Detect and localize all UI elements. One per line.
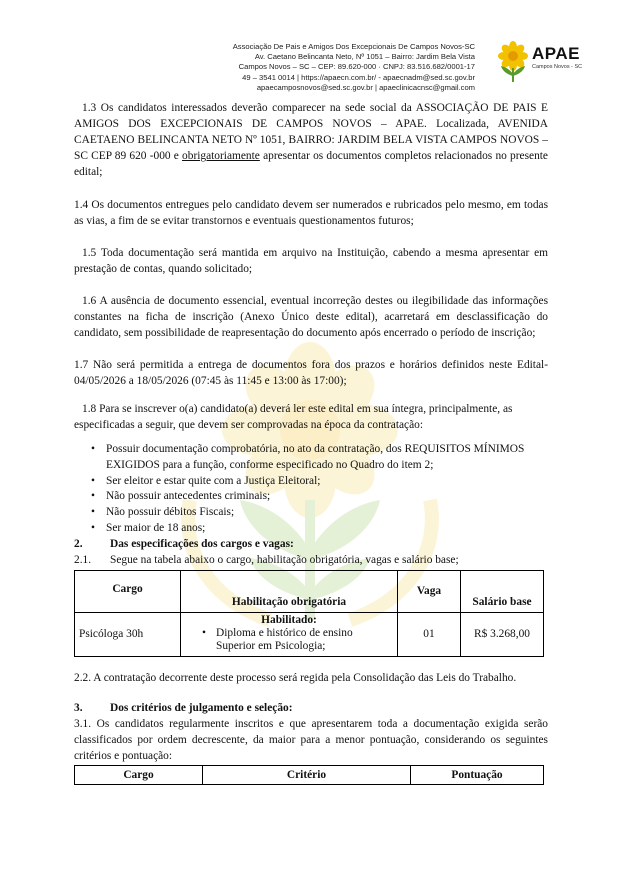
- criteria-table: [74, 765, 544, 785]
- header-line: apaecamposnovos@sed.sc.gov.br | apaeclinicacnsc@gmail.com: [256, 82, 475, 92]
- flower-icon: [496, 40, 530, 84]
- header-line: Campos Novos – SC – CEP: 89.620-000 · CNPJ: 83.516.682/0001-17: [238, 62, 475, 72]
- item-1-6: 1.6 A ausência de documento essencial, eventual incorreção destes ou ilegibilidade das informações constantes na ficha de inscrição (Anexo Único deste edital), acarretará em desclassificação do candidato, sem possibilidade de reapresentação do documento após encerrado o período de inscrição;: [74, 295, 548, 339]
- criteria-header-criterio: Critério: [203, 765, 411, 784]
- apae-logo: [496, 40, 606, 84]
- section-2-heading: 2. Das especificações dos cargos e vagas:: [74, 537, 294, 550]
- cell-salario: R$ 3.268,00: [461, 612, 544, 656]
- table-header-cargo: Cargo: [75, 570, 181, 612]
- logo-subtitle: Campos Novos - SC: [532, 64, 583, 70]
- table-header-salario: Salário base: [461, 570, 544, 612]
- document-body: [74, 100, 548, 785]
- list-item: • Não possuir antecedentes criminais;: [106, 489, 548, 505]
- logo-text: APAE: [532, 44, 580, 63]
- table-header-row: [75, 765, 544, 784]
- list-item: • Não possuir débitos Fiscais;: [106, 505, 548, 521]
- item-1-8: 1.8 Para se inscrever o(a) candidato(a) deverá ler este edital em sua íntegra, principalmente, as especificadas a seguir, que devem ser comprovadas na época da contratação:: [74, 403, 513, 431]
- item-1-3: 1.3 Os candidatos interessados deverão comparecer na sede social da ASSOCIAÇÃO DE PAIS E AMIGOS DOS EXCEPCIONAIS DE CAMPOS NOVOS – APAE. Localizada, AVENIDA CAETAENO BELINCANTA NETO Nº 1051, BAIRRO: JARDIM BELA VISTA CAMPOS NOVOS – SC CEP 89 620 -000 e obrigatoriamente apresentar os documentos completos relacionados no presente edital;: [74, 102, 548, 178]
- header-address: [145, 42, 475, 93]
- list-item: • Ser maior de 18 anos;: [106, 521, 548, 537]
- list-item: • Possuir documentação comprobatória, no ato da contratação, dos REQUISITOS MÍNIMOS EXIGIDOS para a função, conforme especificado no Quadro do item 2;: [106, 442, 548, 474]
- cell-habilitacao: Habilitado: • Diploma e histórico de ensino Superior em Psicologia;: [181, 612, 398, 656]
- underlined-word: obrigatoriamente: [182, 150, 260, 162]
- table-row: [75, 612, 544, 656]
- list-item: • Ser eleitor e estar quite com a Justiça Eleitoral;: [106, 474, 548, 490]
- item-1-5: 1.5 Toda documentação será mantida em arquivo na Instituição, cabendo a mesma apresentar em prestação de contas, quando solicitado;: [74, 247, 548, 275]
- cell-cargo: Psicóloga 30h: [75, 612, 181, 656]
- requirements-list: [74, 442, 548, 537]
- bullet-icon: •: [202, 626, 206, 639]
- section-3-heading: 3. Dos critérios de julgamento e seleção:: [74, 701, 293, 714]
- item-2-2: 2.2. A contratação decorrente deste processo será regida pela Consolidação das Leis do Trabalho.: [74, 671, 517, 684]
- header-line: Av. Caetano Belincanta Neto, Nº 1051 – Bairro: Jardim Bela Vista: [254, 52, 475, 62]
- item-1-4: 1.4 Os documentos entregues pelo candidato devem ser numerados e rubricados pelo mesmo, em todas as vias, a fim de se evitar transtornos e eventuais questionamentos futuros;: [74, 199, 548, 227]
- table-header-habilitacao: Habilitação obrigatória: [181, 570, 398, 612]
- header-line: 49 – 3541 0014 | https://apaecn.com.br/ - apaecnadm@sed.sc.gov.br: [242, 72, 475, 82]
- item-2-1: 2.1. Segue na tabela abaixo o cargo, habilitação obrigatória, vagas e salário base;: [74, 553, 459, 566]
- item-3-1: 3.1. Os candidatos regularmente inscritos e que apresentarem toda a documentação exigida serão classificados por ordem decrescente, da maior para a menor pontuação, considerando os seguintes critérios e pontuação:: [74, 717, 548, 762]
- cell-vaga: 01: [398, 612, 461, 656]
- criteria-header-pontuacao: Pontuação: [411, 765, 544, 784]
- positions-table: [74, 570, 544, 657]
- criteria-header-cargo: Cargo: [75, 765, 203, 784]
- item-1-7: 1.7 Não será permitida a entrega de documentos fora dos prazos e horários definidos neste Edital- 04/05/2026 a 18/05/2026 (07:45 às 11:45 e 13:00 às 17:00);: [74, 359, 548, 387]
- table-header-row: [75, 570, 544, 612]
- header-line: Associação De Pais e Amigos Dos Excepcionais De Campos Novos-SC: [232, 42, 475, 51]
- table-header-vaga: Vaga: [398, 570, 461, 612]
